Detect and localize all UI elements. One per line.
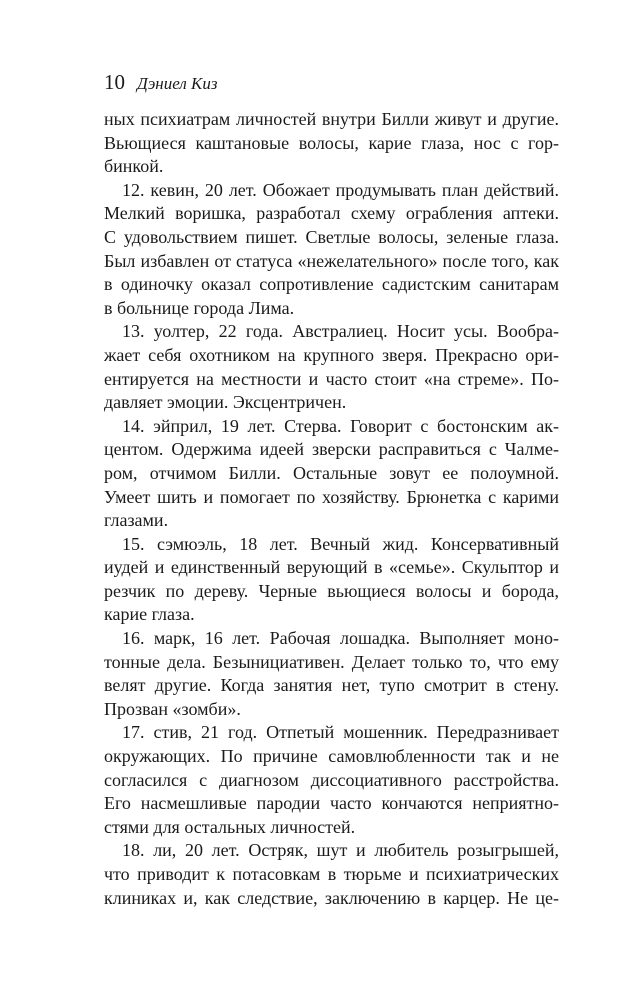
text-line: что приводит к потасовкам в тюрьме и психиатрических bbox=[104, 864, 559, 884]
text-line: резчик по дереву. Черные вьющиеся волосы и борода, bbox=[104, 580, 559, 601]
text-line: окружающих. По причине самовлюбленности так и не bbox=[104, 746, 559, 767]
text-line: велят другие. Когда занятия нет, тупо смотрит в стену. bbox=[104, 675, 559, 696]
text-line: бинкой. bbox=[104, 156, 164, 177]
text-line: иудей и единственный верующий в «семье». Скульптор и bbox=[104, 557, 559, 578]
paragraph-first-line: 13. уолтер, 22 года. Австралиец. Носит усы. Вообра- bbox=[122, 321, 559, 342]
paragraph-first-line: 12. кевин, 20 лет. Обожает продумывать план действий. bbox=[122, 179, 559, 200]
running-title: Дэниел Киз bbox=[137, 74, 218, 93]
text-line: ентируется на местности и часто стоит «на стреме». По- bbox=[104, 368, 559, 389]
text-line: С удовольствием пишет. Светлые волосы, зеленые глаза. bbox=[104, 226, 559, 247]
text-line: стями для остальных личностей. bbox=[104, 816, 356, 837]
text-line: согласился с диагнозом диссоциативного расстройства. bbox=[104, 769, 559, 790]
text-line: Был избавлен от статуса «нежелательного» после того, как bbox=[104, 250, 559, 271]
paragraph-first-line: 16. марк, 16 лет. Рабочая лошадка. Выполняет моно- bbox=[122, 628, 559, 649]
text-line: ром, отчимом Билли. Остальные зовут ее полоумной. bbox=[104, 462, 559, 483]
paragraph-first-line: 18. ли, 20 лет. Остряк, шут и любитель розыгрышей, bbox=[122, 840, 559, 861]
running-header bbox=[104, 70, 217, 100]
body-text bbox=[104, 108, 559, 910]
text-line: жает себя охотником на крупного зверя. Прекрасно ори- bbox=[104, 344, 559, 365]
paragraph-first-line: 17. стив, 21 год. Отпетый мошенник. Передразнивает bbox=[122, 722, 559, 743]
text-line: давляет эмоции. Эксцентричен. bbox=[104, 392, 347, 413]
text-line: в одиночку оказал сопротивление садистским санитарам bbox=[104, 274, 559, 295]
page-number: 10 bbox=[104, 70, 125, 94]
text-line: центом. Одержима идеей зверски расправиться с Чалме- bbox=[104, 439, 559, 460]
text-line: в больнице города Лима. bbox=[104, 297, 295, 318]
text-line: Его насмешливые пародии часто кончаются неприятно- bbox=[104, 793, 559, 814]
text-line: Прозван «зомби». bbox=[104, 698, 241, 719]
text-line: глазами. bbox=[104, 510, 169, 531]
text-line: клиниках и, как следствие, заключению в карцер. Не це- bbox=[104, 887, 559, 908]
text-line: тонные дела. Безынициативен. Делает только то, что ему bbox=[104, 651, 559, 672]
paragraph-first-line: 15. сэмюэль, 18 лет. Вечный жид. Консервативный bbox=[122, 533, 559, 554]
text-line: Мелкий воришка, разработал схему ограбления аптеки. bbox=[104, 203, 559, 224]
paragraph-first-line: 14. эйприл, 19 лет. Стерва. Говорит с бостонским ак- bbox=[122, 415, 559, 436]
text-line: ных психиатрам личностей внутри Билли живут и другие. bbox=[104, 109, 559, 129]
text-line: Вьющиеся каштановые волосы, карие глаза, нос с гор- bbox=[104, 132, 559, 153]
text-line: Умеет шить и помогает по хозяйству. Брюнетка с карими bbox=[104, 486, 559, 507]
text-line: карие глаза. bbox=[104, 604, 195, 625]
